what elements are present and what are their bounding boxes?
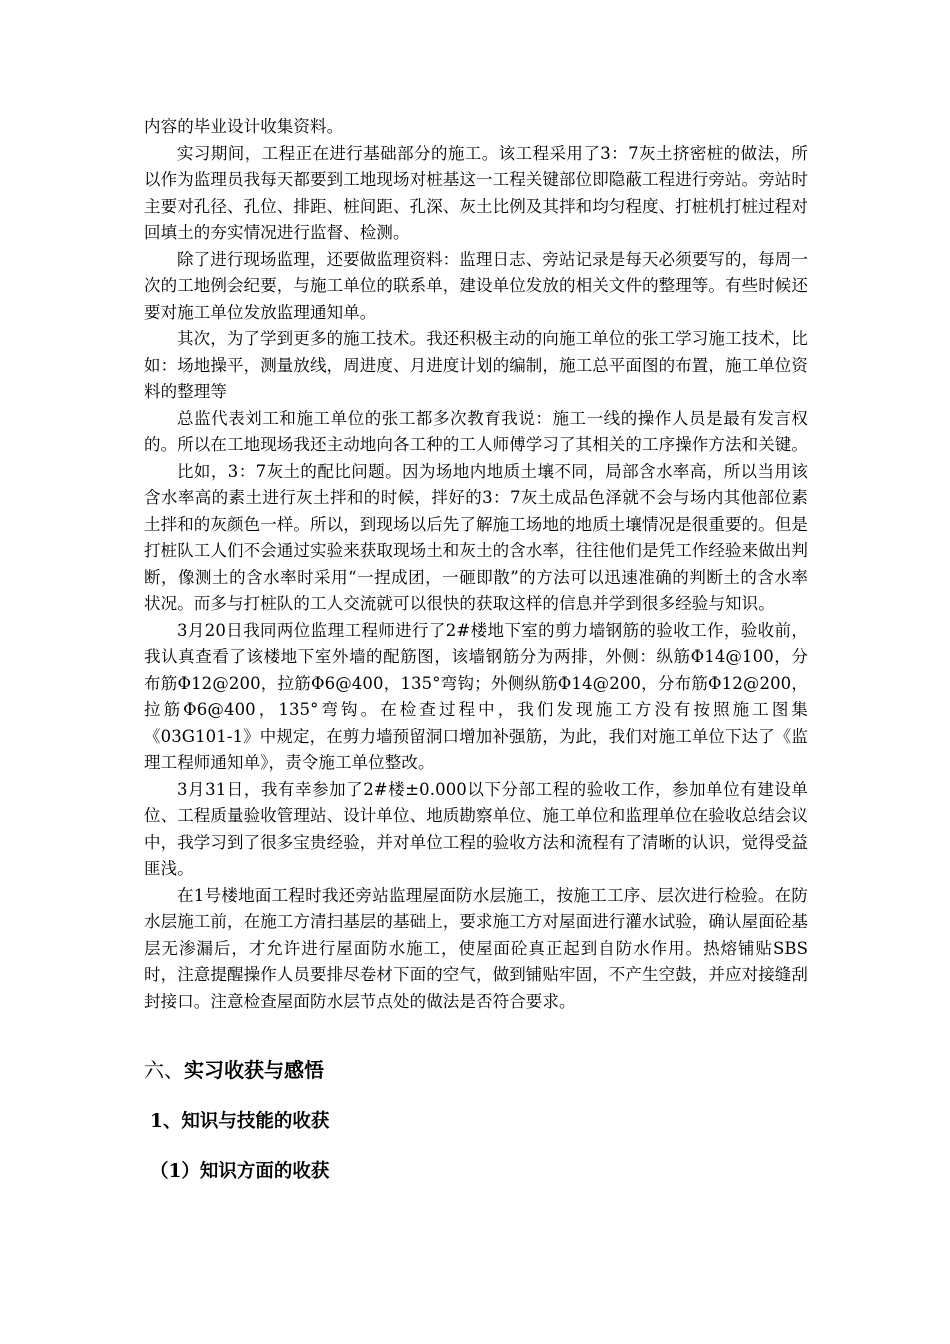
section-heading <box>144 1055 808 1085</box>
section-heading-title: 实习收获与感悟 <box>184 1058 324 1082</box>
paragraph-continuation: 内容的毕业设计收集资料。 <box>144 117 344 136</box>
paragraph-acceptance-meeting: 3月31日，我有幸参加了2#楼±0.000以下分部工程的验收工作，参加单位有建设单位、工程质量验收管理站、设计单位、地质勘察单位、施工单位和监理单位在验收总结会议中，我学习到了很多宝贵经验，并对单位工程的验收方法和流程有了清晰的认识，觉得受益匪浅。 <box>144 779 808 878</box>
paragraph-lime-soil-ratio: 比如，3：7灰土的配比问题。因为场地内地质土壤不同，局部含水率高，所以当用该含水率高的素土进行灰土拌和的时候，拌好的3：7灰土成品色泽就不会与场内其他部位素土拌和的灰颜色一样。所以，到现场以后先了解施工场地的地质土壤情况是很重要的。但是打桩队工人们不会通过实验来获取现场土和灰土的含水率，往往他们是凭工作经验来做出判断，像测土的含水率时采用“一捏成团，一砸即散”的方法可以迅速准确的判断土的含水率状况。而多与打桩队的工人交流就可以很快的获取这样的信息并学到很多经验与知识。 <box>144 461 808 613</box>
subsection-heading: 1、知识与技能的收获 <box>150 1111 330 1132</box>
subsubsection-heading: （1）知识方面的收获 <box>150 1161 330 1182</box>
paragraph-waterproofing: 在1号楼地面工程时我还旁站监理屋面防水层施工，按施工工序、层次进行检验。在防水层施工前，在施工方清扫基层的基础上，要求施工方对屋面进行灌水试验，确认屋面砼基层无渗漏后，才允许进行屋面防水施工，使屋面砼真正起到自防水作用。热熔铺贴SBS时，注意提醒操作人员要排尽卷材下面的空气，做到铺贴牢固，不产生空鼓，并应对接缝刮封接口。注意检查屋面防水层节点处的做法是否符合要求。 <box>144 885 808 1011</box>
document-page <box>144 114 808 1187</box>
paragraph-worker-advice: 总监代表刘工和施工单位的张工都多次教育我说：施工一线的操作人员是最有发言权的。所以在工地现场我还主动地向各工种的工人师傅学习了其相关的工序操作方法和关键。 <box>144 408 808 454</box>
section-heading-number: 六、 <box>144 1058 184 1082</box>
paragraph-rebar-inspection: 3月20日我同两位监理工程师进行了2#楼地下室的剪力墙钢筋的验收工作，验收前，我认真查看了该楼地下室外墙的配筋图，该墙钢筋分为两排，外侧：纵筋Φ14@100，分布筋Φ12@200，拉筋Φ6@400，135°弯钩；外侧纵筋Φ14@200，分布筋Φ12@200，拉筋Φ6@400，135°弯钩。在检查过程中，我们发现施工方没有按照施工图集《03G101-1》中规定，在剪力墙预留洞口增加补强筋，为此，我们对施工单位下达了《监理工程师通知单》，责令施工单位整改。 <box>144 620 808 772</box>
paragraph-foundation-construction: 实习期间，工程正在进行基础部分的施工。该工程采用了3：7灰土挤密桩的做法，所以作为监理员我每天都要到工地现场对桩基这一工程关键部位即隐蔽工程进行旁站。旁站时主要对孔径、孔位、排距、桩间距、孔深、灰土比例及其拌和均匀程度、打桩机打桩过程对回填土的夯实情况进行监督、检测。 <box>144 143 808 242</box>
paragraph-learning-techniques: 其次，为了学到更多的施工技术。我还积极主动的向施工单位的张工学习施工技术，比如：场地操平，测量放线，周进度、月进度计划的编制，施工总平面图的布置，施工单位资料的整理等 <box>144 329 808 401</box>
paragraph-supervision-records: 除了进行现场监理，还要做监理资料：监理日志、旁站记录是每天必须要写的，每周一次的工地例会纪要，与施工单位的联系单，建设单位发放的相关文件的整理等。有些时候还要对施工单位发放监理通知单。 <box>144 249 808 322</box>
